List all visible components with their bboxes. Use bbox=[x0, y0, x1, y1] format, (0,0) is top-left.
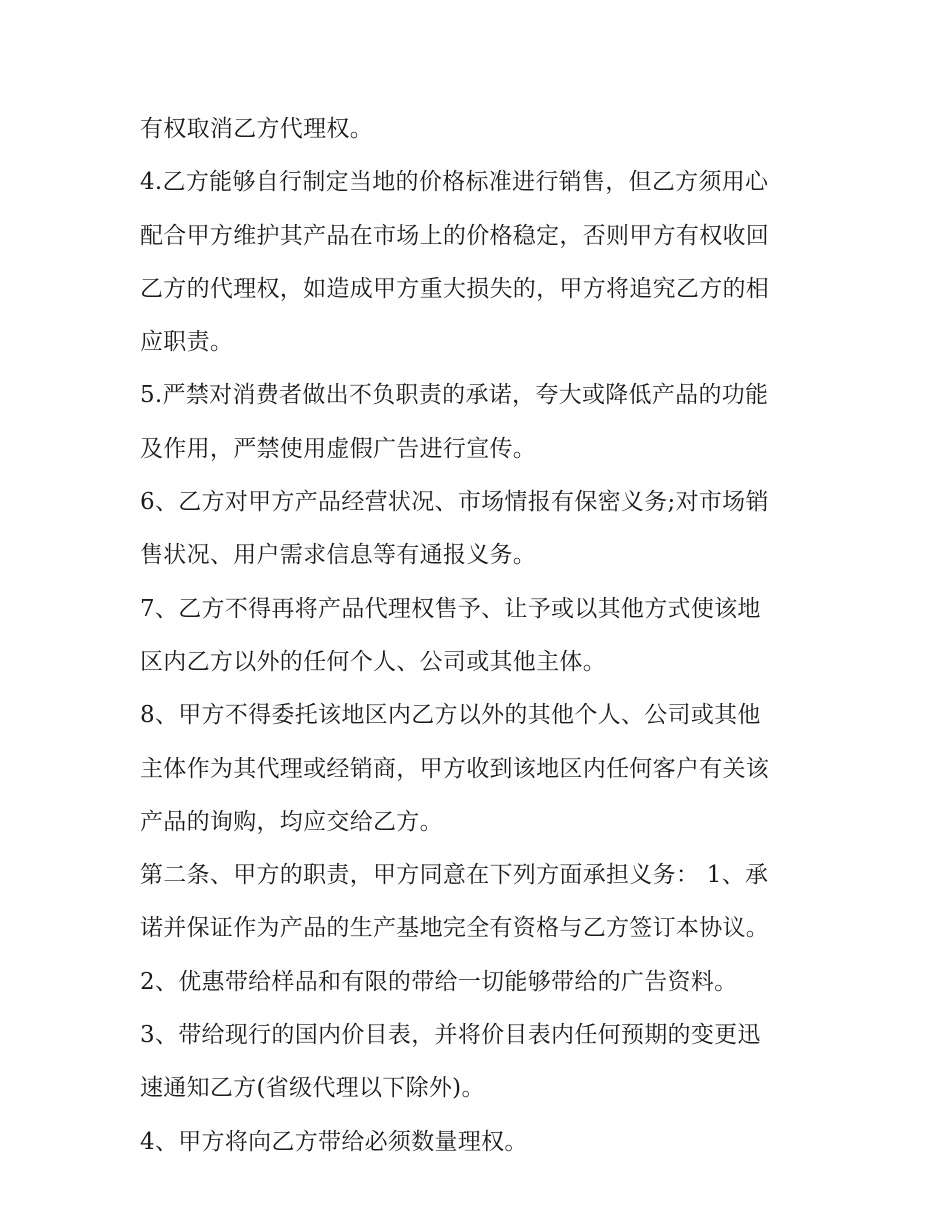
text-line: 3、带给现行的国内价目表，并将价目表内任何预期的变更迅 bbox=[140, 1022, 761, 1049]
text-line: 产品的询购，均应交给乙方。 bbox=[140, 808, 443, 835]
text-line: 4、甲方将向乙方带给必须数量理权。 bbox=[140, 1128, 528, 1155]
text-line: 区内乙方以外的任何个人、公司或其他主体。 bbox=[140, 648, 606, 675]
text-line: 应职责。 bbox=[140, 329, 234, 356]
text-line: 及作用，严禁使用虚假广告进行宣传。 bbox=[140, 435, 537, 462]
text-line: 乙方的代理权，如造成甲方重大损失的，甲方将追究乙方的相 bbox=[140, 275, 770, 302]
text-line: 售状况、用户需求信息等有通报义务。 bbox=[140, 542, 537, 569]
text-line: 2、优惠带给样品和有限的带给一切能够带给的广告资料。 bbox=[140, 968, 738, 995]
text-line: 7、乙方不得再将产品代理权售予、让予或以其他方式使该地 bbox=[140, 595, 761, 622]
text-line: 第二条、甲方的职责，甲方同意在下列方面承担义务： 1、承 bbox=[140, 862, 769, 889]
text-line: 6、乙方对甲方产品经营状况、市场情报有保密义务;对市场销 bbox=[140, 489, 769, 516]
text-line: 诺并保证作为产品的生产基地完全有资格与乙方签订本协议。 bbox=[140, 915, 770, 942]
text-line: 速通知乙方(省级代理以下除外)。 bbox=[140, 1075, 485, 1102]
text-line: 8、甲方不得委托该地区内乙方以外的其他个人、公司或其他 bbox=[140, 702, 761, 729]
document-body bbox=[140, 103, 820, 1169]
text-line: 主体作为其代理或经销商，甲方收到该地区内任何客户有关该 bbox=[140, 755, 770, 782]
text-line: 有权取消乙方代理权。 bbox=[140, 116, 373, 142]
text-line: 配合甲方维护其产品在市场上的价格稳定，否则甲方有权收回 bbox=[140, 222, 770, 249]
text-line: 5.严禁对消费者做出不负职责的承诺，夸大或降低产品的功能 bbox=[140, 382, 769, 409]
text-line: 4.乙方能够自行制定当地的价格标准进行销售，但乙方须用心 bbox=[140, 169, 769, 196]
